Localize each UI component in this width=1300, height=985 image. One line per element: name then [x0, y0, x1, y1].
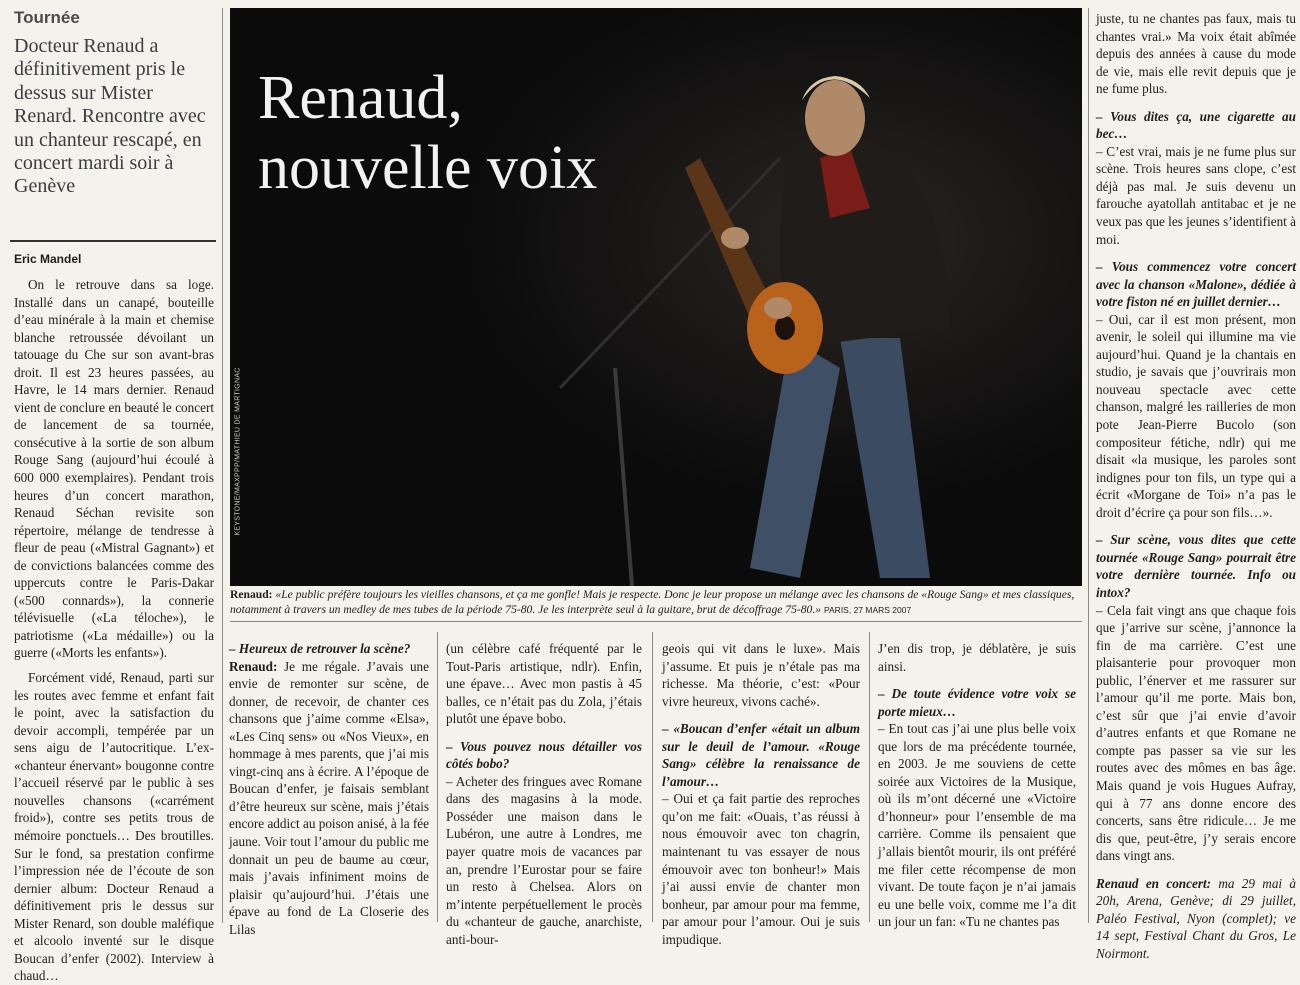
concert-info-text: ma 29 mai à 20h, Arena, Genève; di 29 juillet, Paléo Festival, Nyon (complet); ve 14 sept, Festival Chant du Gros, Le Noirmont. [1096, 875, 1296, 961]
caption-text: «Le public préfère toujours les vieilles chansons, et ça me gonfle! Mais je respecte. Donc je leur propose un mélange avec les chansons de «Rouge Sang» et mes classiques, notamment à travers un medley de mes tubes de la période 75-80. Je les interprète seul à la guitare, brut de décoffrage 75-80.» [230, 588, 1075, 616]
headline-line-2: nouvelle voix [258, 134, 598, 202]
column-5 [878, 640, 1076, 931]
concert-info-lead: Renaud en concert: [1096, 875, 1212, 891]
answer: – Oui et ça fait partie des reproches qu’on me fait: «Ouais, t’as réussi à nous émouvoir avec ton chagrin, maintenant tu vas essayer de nous émouvoir avec ton bonheur!» Mais j’ai aussi envie de chanter mon bonheur, par amour pour ma femme, par amour pour l’amour. Oui je suis impudique. [662, 791, 860, 947]
headline-line-1: Renaud, [258, 64, 463, 132]
headline [258, 63, 597, 203]
answer: J’en dis trop, je déblatère, je suis ainsi. [878, 641, 1076, 674]
answer: – Acheter des fringues avec Romane dans des magasins à la mode. Posséder une maison dans le Lubéron, une autre à Londres, me payer quatre mois de vacances par an, prendre l’Eurostar pour se faire un resto à Chelsea. Alors on m’intente perpétuellement le procès du «chanteur de gauche, anarchiste, anti-bour- [446, 773, 642, 947]
concert-info [1096, 875, 1296, 963]
photo [230, 8, 1082, 586]
column-4 [662, 640, 860, 948]
rubric-label: Tournée [14, 8, 80, 27]
column-rule [222, 8, 223, 923]
question: – Vous dites ça, une cigarette au bec… [1096, 108, 1296, 142]
column-6 [1096, 10, 1296, 962]
answer: – C’est vrai, mais je ne fume plus sur scène. Trois heures sans clope, c’est déjà pas mal. Je suis devenu un farouche ayatollah antitabac et je ne veux pas que les jeunes s’identifient à moi. [1096, 143, 1296, 247]
answer: juste, tu ne chantes pas faux, mais tu chantes vrai.» Ma voix était abîmée depuis des années à cause du mode de vie, mais elle revit depuis que je ne fume plus. [1096, 11, 1296, 97]
photo-credit: KEYSTONE/MAXPPP/MATHIEU DE MARTIGNAC [234, 367, 242, 536]
answer: Je me régale. J’avais une envie de remonter sur scène, de donner, de recevoir, de chanter ces chansons que j’aime comme «Elsa», «Les Cinq sens» ou «Nos Vieux», en hommage à mes parents, que j’ai mis vingt-cinq ans à écrire. A l’époque de Boucan d’enfer, je faisais semblant d’être heureux sur scène, mais j’étais encore addict au poison anisé, à la fée jaune. Voir tout l’amour du public me donnait un peu de baume au cœur, mais j’avais infiniment moins de plaisir qu’aujourd’hui. J’étais une épave au fond de La Closerie des Lilas [229, 658, 429, 937]
answer: – Cela fait vingt ans que chaque fois que j’arrive sur scène, j’annonce la fin de ma carrière. C’est une plaisanterie pour provoquer mon public, l’énerver et me rassurer sur l’amour qu’il me porte. Mais bon, c’est sûr que j’ai envie d’avoir d’autres enfants et que Romane ne compte pas passer sa vie sur les routes avec des mômes en bas âge. Mais quand je vois Hugues Aufray, qui à 77 ans donne encore des concerts, sans être ridicule… Je me dis que, peut-être, j’y serais encore dans vingt ans. [1096, 602, 1296, 864]
question: – De toute évidence votre voix se porte mieux… [878, 686, 1076, 719]
question: – Sur scène, vous dites que cette tournée «Rouge Sang» pourrait être votre dernière tournée. Info ou intox? [1096, 532, 1296, 600]
divider [10, 240, 216, 242]
column-rule [437, 632, 438, 922]
column-rule [652, 632, 653, 922]
question: – Vous pouvez nous détailler vos côtés bobo? [446, 738, 642, 772]
question: – Vous commencez votre concert avec la chanson «Malone», dédiée à votre fiston né en juillet dernier… [1096, 259, 1296, 310]
question: – «Boucan d’enfer «était un album sur le deuil de l’amour. «Rouge Sang» célèbre la renaissance de l’amour… [662, 721, 860, 789]
caption-place: PARIS, 27 MARS 2007 [823, 605, 912, 615]
answer: – En tout cas j’ai une plus belle voix que lors de ma précédente tournée, en 2003. Je me souviens de cette soirée aux Victoires de la Musique, où ils m’ont décerné une «Victoire d’honneur» pour l’ensemble de ma carrière. Comme ils pensaient que j’allais bientôt mourir, ils ont préféré me filer cette récompense de mon vivant. De toute façon je n’ai jamais eu une belle voix, comme me l’a dit un jour un fan: «Tu ne chantes pas [878, 721, 1076, 930]
paragraph: Forcément vidé, Renaud, parti sur les routes avec femme et enfant fait le point, avec la satisfaction du devoir accompli, tempérée par un sens aigu de l’autocritique. L’ex- «chanteur énervant» bougonne contre l’accueil réservé par le public à ses nouvelles chansons («carrément froid»), contre ses petits trous de mémoire ponctuels… Des broutilles. Sur le fond, sa prestation confirme l’impression née de l’écoute de son dernier album: Docteur Renaud a définitivement pris le dessus sur Mister Renard, son double maléfique et alcoolo inventé sur le disque Boucan d’enfer (2002). Interview à chaud… [14, 670, 214, 984]
column-rule [869, 632, 870, 922]
column-3 [446, 640, 642, 948]
caption-lead: Renaud: [230, 588, 273, 601]
divider [230, 621, 1082, 622]
answer: – Oui, car il est mon présent, mon avenir, le soleil qui illumine ma vie aujourd’hui. Quand je la chantais en studio, je savais que j’ouvrirais mon nouveau spectacle avec cette chanson, malgré les railleries de mon pote Jean-Pierre Bucolo (son compositeur fétiche, ndlr) qui me disait «la musique, les paroles sont indignes pour ton fils, un type qui a écrit «Morgane de Toi» n’a pas le droit d’écrire ça pour son fils…». [1096, 311, 1296, 520]
paragraph: On le retrouve dans sa loge. Installé dans un canapé, bouteille d’eau minérale à la main et chemise blanche retroussée dévoilant un tatouage du Che sur son avant-bras droit. Il est 23 heures passées, au Havre, le 14 mars dernier. Renaud vient de conclure en beauté le concert de lancement de sa tournée, consécutive à la sortie de son album Rouge Sang (aujourd’hui écoulé à 600 000 exemplaires). Pendant trois heures d’un concert marathon, Renaud Séchan revisite son répertoire, mélange de tendresse à fleur de peau («Mistral Gagnant») et de convictions balancées comme des uppercuts contre le Paris-Dakar («500 connards»), la connerie télévisuelle («La téloche»), le patriotisme («La médaille») ou la guerre («Morts les enfants»). [14, 277, 214, 661]
answer: (un célèbre café fréquenté par le Tout-Paris artistique, ndlr). Enfin, une épave… Avec mon pastis à 45 balles, ce n’était pas du Zola, j’étais plutôt une épave bobo. [446, 641, 642, 727]
question: – Heureux de retrouver la scène? [229, 641, 411, 656]
article-lead: Docteur Renaud a définitivement pris le dessus sur Mister Renard. Rencontre avec un chanteur rescapé, en concert mardi soir à Genève [14, 35, 206, 198]
column-1 [14, 276, 214, 985]
column-rule [1088, 8, 1089, 923]
column-2 [229, 640, 429, 938]
photo-caption [230, 587, 1082, 618]
author-byline: Eric Mandel [14, 252, 82, 266]
answer-lead: Renaud: [229, 658, 278, 674]
answer: geois qui vit dans le luxe». Mais j’assume. Et puis je n’étale pas ma richesse. Ma théorie, c’est: «Pour vivre heureux, vivons caché». [662, 641, 860, 709]
